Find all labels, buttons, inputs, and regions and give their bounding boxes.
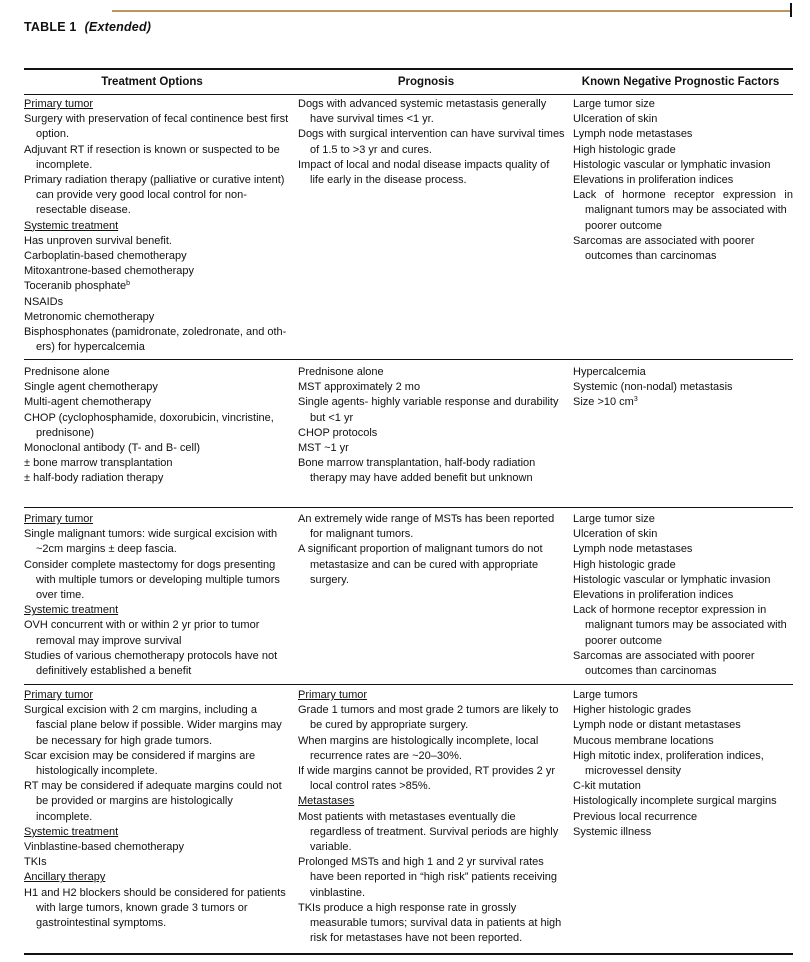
cell-line-text: Impact of local and nodal disease impacts quality of xyxy=(298,158,550,171)
cell-line-text: poorer outcome xyxy=(585,219,663,232)
cell-line-text: C-kit mutation xyxy=(573,780,641,793)
cell-line xyxy=(298,810,556,825)
cell-line xyxy=(24,703,282,718)
cell-line xyxy=(24,158,282,173)
cell-line-text: Sarcomas are associated with poorer xyxy=(573,649,755,662)
cell-line-text: Hypercalcemia xyxy=(573,366,646,378)
cell-line xyxy=(298,173,556,188)
cell-line-text: Toceranib phosphate xyxy=(24,280,127,293)
cell-line xyxy=(573,810,793,825)
cell-line-text: for malignant tumors. xyxy=(310,528,414,541)
cell-line-text: Ancillary therapy xyxy=(24,871,106,884)
cell-line xyxy=(24,573,282,588)
table-label: TABLE 1 xyxy=(24,20,77,34)
cell-line xyxy=(573,558,793,573)
cell-line-text: Mucous membrane locations xyxy=(573,734,714,747)
cell-line xyxy=(24,794,282,809)
cell-line-text: variable. xyxy=(310,841,352,854)
cell-line xyxy=(298,512,556,527)
cell-line xyxy=(573,649,793,664)
cell-line xyxy=(24,380,282,395)
cell-line xyxy=(298,97,556,112)
cell-line xyxy=(298,886,556,901)
cell-line xyxy=(573,634,793,649)
row-1-prognosis xyxy=(298,97,565,188)
cell-line-text: Ulceration of skin xyxy=(573,113,658,126)
cell-line xyxy=(24,264,282,279)
cell-line-text: malignant tumors may be associated with xyxy=(585,204,787,217)
section-heading xyxy=(298,794,556,809)
cell-line-text: Systemic treatment xyxy=(24,604,119,617)
cell-line-text: of 1.5 to >3 yr and cures. xyxy=(310,143,432,156)
cell-line xyxy=(573,779,793,794)
cell-line xyxy=(298,573,556,588)
cell-line xyxy=(573,794,793,809)
cell-line xyxy=(298,779,556,794)
cell-line-text: Prolonged MSTs and high 1 and 2 yr survival rates xyxy=(298,856,544,869)
cell-line xyxy=(24,310,282,325)
cell-line xyxy=(573,527,793,542)
section-heading xyxy=(24,870,282,885)
cell-line xyxy=(24,127,282,142)
cell-line xyxy=(24,143,282,158)
cell-line-text: TKIs xyxy=(24,856,47,869)
cell-line xyxy=(573,395,793,410)
cell-line xyxy=(573,203,793,218)
cell-line-text: Large tumor size xyxy=(573,513,655,525)
cell-line-text: Primary tumor xyxy=(24,689,94,701)
cell-line-text: recurrence rates are ~20–30%. xyxy=(310,749,462,762)
cell-line xyxy=(298,558,556,573)
row-1-treatment xyxy=(24,97,289,355)
cell-line-text: be provided or margins are histologically xyxy=(36,795,233,808)
cell-line-text: with multiple tumors or developing multiple tumors xyxy=(36,573,280,586)
cell-line xyxy=(298,542,556,557)
cell-line-text: measurable tumors; survival data in patients at high xyxy=(310,917,562,930)
cell-line-text: High mitotic index, proliferation indices, xyxy=(573,749,764,762)
cell-line-text: incomplete. xyxy=(36,158,93,171)
cell-line-text: When margins are histologically incomplete, local xyxy=(298,734,539,747)
cell-line xyxy=(573,718,793,733)
cell-line xyxy=(573,219,793,234)
cell-line xyxy=(24,734,282,749)
cell-line xyxy=(298,703,559,718)
cell-line xyxy=(24,395,282,410)
superscript: b xyxy=(126,280,131,288)
cell-line xyxy=(573,127,793,142)
cell-line xyxy=(24,749,282,764)
cell-line-text: Primary tumor xyxy=(298,689,368,701)
cell-line xyxy=(298,734,556,749)
cell-line-text: ~2cm margins ± deep fascia. xyxy=(36,543,177,556)
cell-line-text: life early in the disease process. xyxy=(310,174,467,187)
row-2-treatment xyxy=(24,365,282,487)
row-3-treatment xyxy=(24,512,282,679)
cell-line xyxy=(24,764,282,779)
cell-line xyxy=(298,456,556,471)
cell-line-text: histologically incomplete. xyxy=(36,765,158,778)
cell-line xyxy=(573,97,793,112)
cell-line-text: High histologic grade xyxy=(573,558,676,571)
column-header-prognosis: Prognosis xyxy=(397,76,455,88)
cell-line xyxy=(24,441,282,456)
cell-line xyxy=(24,426,282,441)
header-bottom-rule xyxy=(24,94,793,95)
table-bottom-rule xyxy=(24,953,793,955)
cell-line xyxy=(24,325,287,340)
section-heading xyxy=(24,825,282,840)
cell-line-text: Lymph node or distant metastases xyxy=(573,719,741,732)
cell-line xyxy=(24,279,282,294)
cell-line xyxy=(24,411,282,426)
cell-line-text: definitively established a benefit xyxy=(36,665,192,678)
cell-line-text: Consider complete mastectomy for dogs presenting xyxy=(24,558,276,571)
cell-line xyxy=(573,703,793,718)
section-heading xyxy=(24,512,282,527)
cell-line xyxy=(24,634,282,649)
cell-line-text: ± half-body radiation therapy xyxy=(24,472,164,485)
cell-line-text: Multi-agent chemotherapy xyxy=(24,396,152,409)
cell-line xyxy=(298,718,556,733)
cell-line xyxy=(298,158,556,173)
cell-line-text: vinblastine. xyxy=(310,886,366,899)
cell-line xyxy=(24,558,282,573)
cell-line-text: Elevations in proliferation indices xyxy=(573,174,734,187)
cell-line-text: Large tumors xyxy=(573,689,638,701)
cell-line-text: Histologically incomplete surgical margins xyxy=(573,795,777,808)
cell-line xyxy=(24,618,282,633)
cell-line xyxy=(24,249,282,264)
row-divider-1 xyxy=(24,359,793,360)
cell-line-text: have been reported in “high risk” patients receiving xyxy=(310,871,558,884)
cell-line xyxy=(298,764,556,779)
cell-line xyxy=(24,542,282,557)
cell-line xyxy=(298,901,556,916)
cell-line xyxy=(298,840,556,855)
cell-line-text: Lymph node metastases xyxy=(573,543,693,556)
cell-line-text: ± bone marrow transplantation xyxy=(24,457,173,470)
cell-line-text: H1 and H2 blockers should be considered for patients xyxy=(24,886,286,899)
cell-line-text: Monoclonal antibody (T- and B- cell) xyxy=(24,442,201,455)
cell-line xyxy=(298,380,556,395)
cell-line-text: Lack of hormone receptor expression in xyxy=(573,189,793,202)
cell-line-text: malignant tumors may be associated with xyxy=(585,619,787,632)
cell-line xyxy=(298,916,562,931)
cell-line-text: Dogs with surgical intervention can have survival times xyxy=(298,128,565,141)
cell-line xyxy=(24,886,286,901)
cell-line-text: OVH concurrent with or within 2 yr prior to tumor xyxy=(24,619,260,632)
cell-line-text: Single malignant tumors: wide surgical excision with xyxy=(24,528,278,541)
cell-line-text: Histologic vascular or lymphatic invasion xyxy=(573,573,771,586)
cell-line-text: CHOP (cyclophosphamide, doxorubicin, vincristine, xyxy=(24,411,274,424)
cell-line-text: Sarcomas are associated with poorer xyxy=(573,234,755,247)
cell-line-text: Higher histologic grades xyxy=(573,704,692,717)
cell-line-text: therapy may have added benefit but unknown xyxy=(310,472,533,485)
superscript: 3 xyxy=(633,396,638,404)
cell-line-text: poorer outcome xyxy=(585,634,663,647)
cell-line xyxy=(24,340,282,355)
row-1-factors xyxy=(573,97,793,264)
cell-line-text: ers) for hypercalcemia xyxy=(36,341,145,354)
cell-line xyxy=(573,573,793,588)
column-header-treatment: Treatment Options xyxy=(101,76,203,88)
cell-line xyxy=(24,295,282,310)
cell-line xyxy=(24,234,282,249)
cell-line-text: Grade 1 tumors and most grade 2 tumors are likely to xyxy=(298,704,559,717)
cell-line-text: Primary tumor xyxy=(24,513,94,525)
cell-line xyxy=(298,395,559,410)
cell-line-text: have survival times <1 yr. xyxy=(310,113,434,126)
cell-line xyxy=(573,688,793,703)
header-rule-endcap xyxy=(790,3,792,17)
row-2-prognosis xyxy=(298,365,559,487)
cell-line xyxy=(24,588,282,603)
cell-line xyxy=(298,825,559,840)
cell-line-text: gastrointestinal symptoms. xyxy=(36,917,167,930)
cell-line xyxy=(573,234,793,249)
cell-line-text: Large tumor size xyxy=(573,98,655,110)
cell-line xyxy=(573,512,793,527)
cell-line xyxy=(298,931,556,946)
cell-line-text: Prednisone alone xyxy=(24,366,110,378)
cell-line-text: metastasize and can be cured with appropriate xyxy=(310,558,539,571)
cell-line xyxy=(298,143,556,158)
cell-line-text: Vinblastine-based chemotherapy xyxy=(24,841,185,854)
section-heading xyxy=(24,603,282,618)
cell-line xyxy=(573,734,793,749)
cell-line-text: Systemic treatment xyxy=(24,219,119,232)
cell-line-text: but <1 yr xyxy=(310,411,354,424)
cell-line xyxy=(24,664,282,679)
cell-line-text: outcomes than carcinomas xyxy=(585,250,717,263)
cell-line xyxy=(298,749,556,764)
cell-line-text: RT may be considered if adequate margins could not xyxy=(24,780,282,793)
row-divider-3 xyxy=(24,684,793,685)
cell-line-text: MST approximately 2 mo xyxy=(298,381,421,394)
cell-line-text: Systemic illness xyxy=(573,825,652,838)
cell-line xyxy=(573,618,793,633)
cell-line-text: Prednisone alone xyxy=(298,366,384,378)
cell-line xyxy=(24,471,282,486)
cell-line-text: Primary tumor xyxy=(24,98,94,110)
cell-line-text: incomplete. xyxy=(36,810,93,823)
cell-line xyxy=(298,441,556,456)
cell-line-text: Metastases xyxy=(298,795,355,808)
table-title xyxy=(24,20,151,34)
cell-line xyxy=(24,456,282,471)
cell-line-text: TKIs produce a high response rate in grossly xyxy=(298,901,517,914)
section-heading xyxy=(298,688,556,703)
cell-line xyxy=(573,112,793,127)
row-4-prognosis xyxy=(298,688,562,946)
cell-line-text: Lack of hormone receptor expression in xyxy=(573,604,767,617)
cell-line xyxy=(24,855,282,870)
cell-line-text: outcomes than carcinomas xyxy=(585,665,717,678)
cell-line xyxy=(298,127,565,142)
cell-line xyxy=(24,916,282,931)
cell-line-text: be necessary for high grade tumors. xyxy=(36,734,213,747)
cell-line-text: Dogs with advanced systemic metastasis generally xyxy=(298,98,547,110)
cell-line xyxy=(573,249,793,264)
cell-line-text: NSAIDs xyxy=(24,295,64,308)
row-2-factors xyxy=(573,365,793,411)
cell-line xyxy=(24,365,282,380)
cell-line xyxy=(573,764,793,779)
row-4-factors xyxy=(573,688,793,840)
cell-line xyxy=(573,588,793,603)
cell-line xyxy=(573,173,793,188)
cell-line xyxy=(573,749,793,764)
cell-line xyxy=(298,527,556,542)
cell-line-text: Mitoxantrone-based chemotherapy xyxy=(24,265,194,278)
cell-line xyxy=(24,173,285,188)
cell-line-text: Adjuvant RT if resection is known or suspected to be xyxy=(24,143,280,156)
table-top-rule xyxy=(24,68,793,70)
cell-line-text: fascial plane below if possible. Wider margins may xyxy=(36,719,282,732)
table-extended-label: (Extended) xyxy=(84,20,152,34)
cell-line-text: local control rates >85%. xyxy=(310,780,431,793)
section-heading xyxy=(24,688,282,703)
cell-line xyxy=(573,542,793,557)
cell-line-text: Previous local recurrence xyxy=(573,810,698,823)
cell-line-text: Carboplatin-based chemotherapy xyxy=(24,250,187,263)
cell-line-text: A significant proportion of malignant tumors do not xyxy=(298,543,543,556)
cell-line xyxy=(573,825,793,840)
cell-line-text: Has unproven survival benefit. xyxy=(24,234,172,247)
cell-line xyxy=(24,649,282,664)
cell-line-text: removal may improve survival xyxy=(36,634,182,647)
cell-line-text: Surgery with preservation of fecal continence best first xyxy=(24,113,289,126)
cell-line xyxy=(24,112,289,127)
cell-line xyxy=(24,840,282,855)
cell-line xyxy=(24,527,282,542)
cell-line-text: Metronomic chemotherapy xyxy=(24,310,155,323)
cell-line-text: Elevations in proliferation indices xyxy=(573,589,734,602)
cell-line-text: option. xyxy=(36,128,70,141)
cell-line xyxy=(24,188,282,203)
section-heading xyxy=(24,97,282,112)
cell-line-text: Systemic treatment xyxy=(24,825,119,838)
row-3-prognosis xyxy=(298,512,556,588)
column-header-factors: Known Negative Prognostic Factors xyxy=(581,76,780,88)
cell-line xyxy=(298,471,556,486)
cell-line-text: Size >10 cm xyxy=(573,396,634,409)
cell-line-text: with large tumors, known grade 3 tumors or xyxy=(36,901,248,914)
cell-line-text: MST ~1 yr xyxy=(298,442,349,455)
cell-line-text: Systemic (non-nodal) metastasis xyxy=(573,381,733,394)
cell-line-text: Studies of various chemotherapy protocols have not xyxy=(24,649,278,662)
cell-line-text: prednisone) xyxy=(36,426,95,439)
cell-line-text: Histologic vascular or lymphatic invasion xyxy=(573,158,771,171)
cell-line-text: Single agents- highly variable response and durability xyxy=(298,396,559,409)
cell-line-text: resectable disease. xyxy=(36,204,131,217)
cell-line-text: Single agent chemotherapy xyxy=(24,381,158,394)
cell-line-text: If wide margins cannot be provided, RT provides 2 yr xyxy=(298,765,556,778)
cell-line xyxy=(24,810,282,825)
cell-line-text: Bisphosphonates (pamidronate, zoledronate, and oth- xyxy=(24,326,287,339)
cell-line xyxy=(573,365,793,380)
cell-line xyxy=(24,901,282,916)
cell-line-text: Surgical excision with 2 cm margins, including a xyxy=(24,704,257,717)
cell-line xyxy=(573,158,793,173)
cell-line xyxy=(24,718,282,733)
cell-line xyxy=(298,870,556,885)
header-accent-rule xyxy=(112,10,792,12)
cell-line-text: Primary radiation therapy (palliative or curative intent) xyxy=(24,174,285,187)
cell-line xyxy=(298,855,556,870)
cell-line xyxy=(573,380,793,395)
cell-line xyxy=(573,603,793,618)
cell-line xyxy=(298,426,556,441)
cell-line-text: surgery. xyxy=(310,573,349,586)
cell-line xyxy=(573,664,793,679)
cell-line-text: risk for metastases have not been reported. xyxy=(310,932,523,945)
row-3-factors xyxy=(573,512,793,679)
cell-line-text: be cured by appropriate surgery. xyxy=(310,719,469,732)
cell-line-text: High histologic grade xyxy=(573,143,676,156)
cell-line xyxy=(298,411,556,426)
cell-line-text: can provide very good local control for non- xyxy=(36,189,247,202)
cell-line-text: Scar excision may be considered if margins are xyxy=(24,749,256,762)
cell-line-text: An extremely wide range of MSTs has been reported xyxy=(298,513,555,525)
cell-line-text: Lymph node metastases xyxy=(573,128,693,141)
cell-line xyxy=(298,365,556,380)
cell-line-text: regardless of treatment. Survival periods are highly xyxy=(310,825,559,838)
cell-line xyxy=(298,112,556,127)
row-divider-2 xyxy=(24,507,793,508)
cell-line-text: Ulceration of skin xyxy=(573,528,658,541)
cell-line-text: CHOP protocols xyxy=(298,426,378,439)
cell-line xyxy=(573,188,793,203)
cell-line xyxy=(24,779,282,794)
cell-line xyxy=(24,203,282,218)
cell-line-text: Bone marrow transplantation, half-body radiation xyxy=(298,457,536,470)
section-heading xyxy=(24,219,282,234)
cell-line-text: over time. xyxy=(36,589,85,602)
row-4-treatment xyxy=(24,688,286,931)
cell-line-text: Most patients with metastases eventually die xyxy=(298,810,516,823)
cell-line xyxy=(573,143,793,158)
cell-line-text: microvessel density xyxy=(585,765,681,778)
